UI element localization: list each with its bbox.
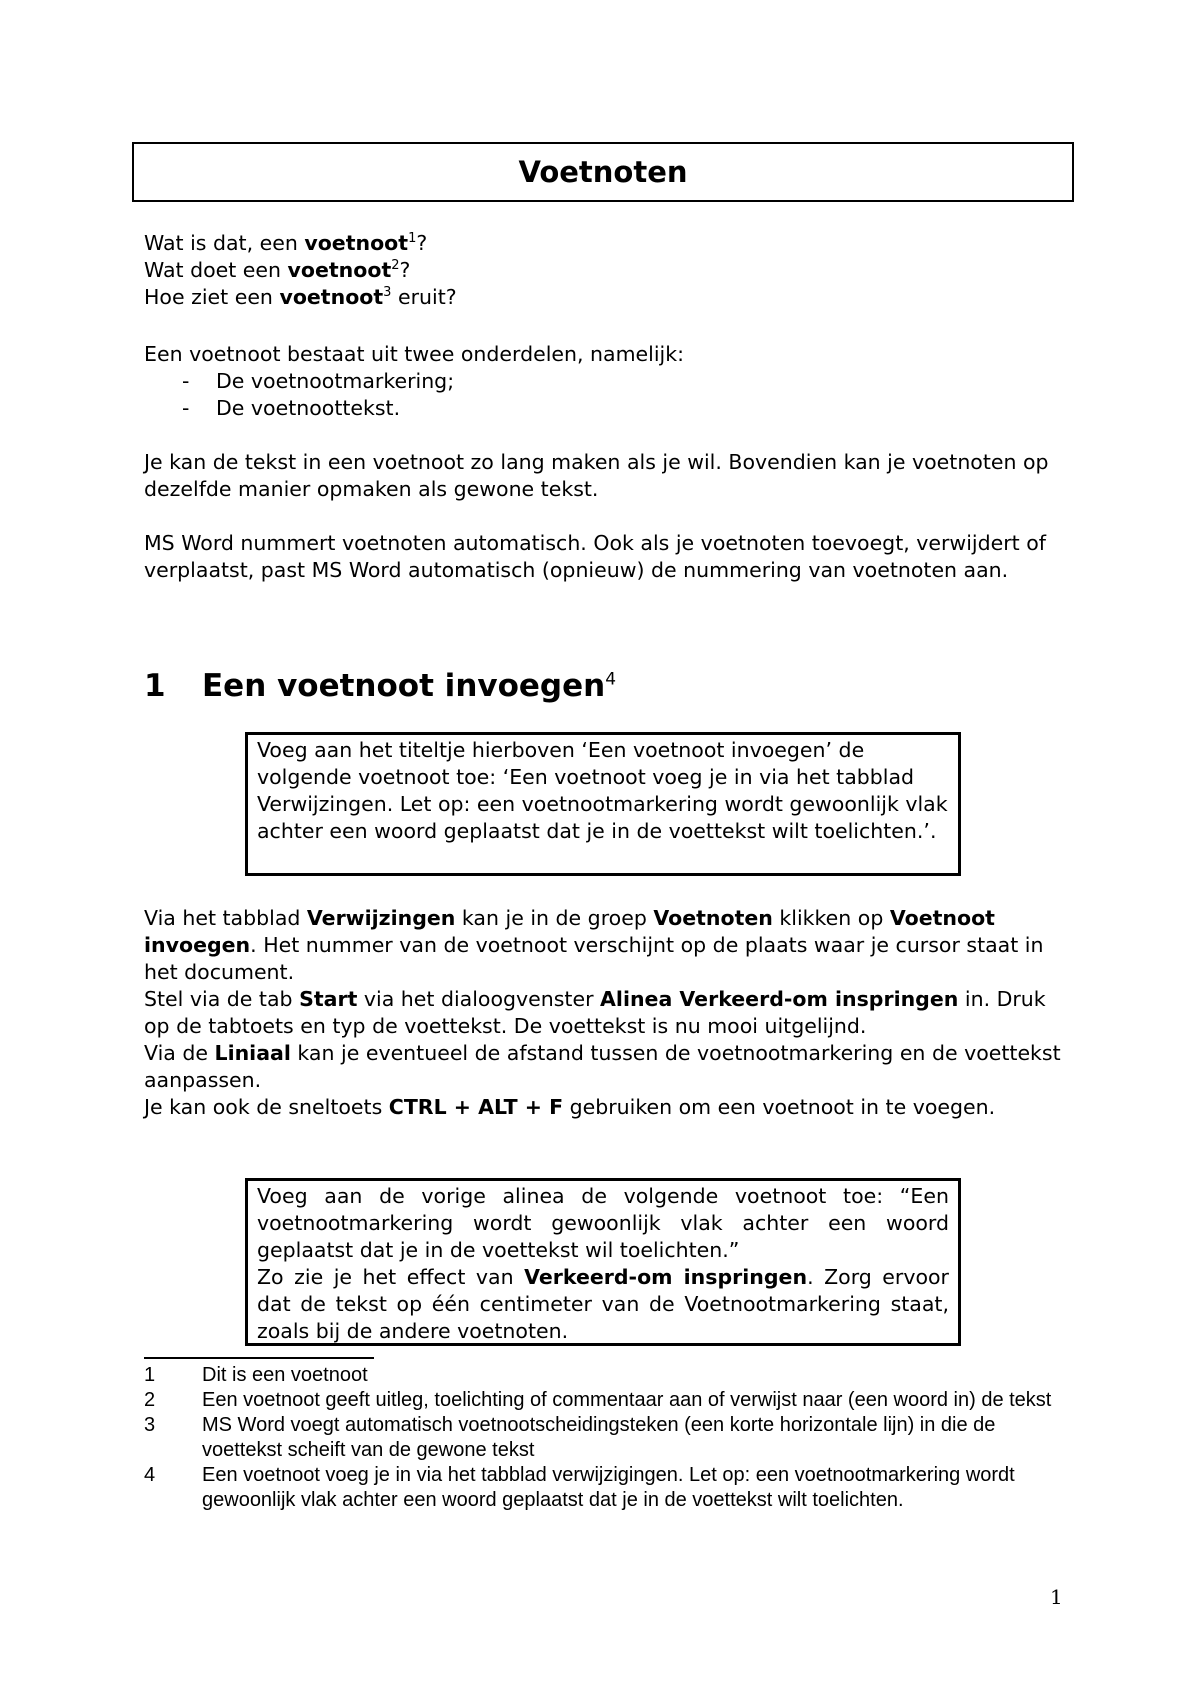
task-box-1 (245, 732, 961, 876)
footnote-separator (144, 1357, 374, 1359)
parts-paragraph (144, 341, 1064, 422)
footnote-1: 1 Dit is een voetnoot (144, 1364, 368, 1386)
heading-text: Een voetnoot invoegen (202, 668, 606, 704)
footnote-ref-2[interactable]: 2 (391, 258, 400, 274)
numbering-text: MS Word nummert voetnoten automatisch. Ook als je voetnoten toevoegt, verwijdert of verplaatst, past MS Word automatisch (opnieuw) de nummering van voetnoten aan. (144, 531, 1046, 582)
page-title: Voetnoten (132, 142, 1074, 202)
instructions-paragraph (144, 905, 1064, 1121)
numbering-paragraph (144, 530, 1064, 584)
footnote-ref-3[interactable]: 3 (383, 285, 392, 301)
task-1-text: Voeg aan het titeltje hierboven ‘Een voetnoot invoegen’ de volgende voetnoot toe: ‘Een voetnoot voeg je in via het tabblad Verwijzingen. Let op: een voetnootmarkering wordt gewoonlijk vlak achter een woord geplaatst dat je in de voettekst wilt toelichten.’. (257, 738, 948, 843)
instruction-sentence-2: Stel via de tab Start via het dialoogvenster Alinea Verkeerd-om inspringen in. Druk op de tabtoets en typ de voettekst. De voettekst is nu mooi uitgelijnd. (144, 987, 1046, 1038)
footnote-ref-4[interactable]: 4 (605, 669, 617, 690)
task-box-2 (245, 1178, 961, 1346)
footnote-2: 2 Een voetnoot geeft uitleg, toelichting of commentaar aan of verwijst naar (een woord in) de tekst (144, 1389, 1052, 1411)
instruction-sentence-4: Je kan ook de sneltoets CTRL + ALT + F gebruiken om een voetnoot in te voegen. (144, 1095, 996, 1119)
footnotes-area (144, 1363, 1064, 1513)
length-text: Je kan de tekst in een voetnoot zo lang maken als je wil. Bovendien kan je voetnoten op dezelfde manier opmaken als gewone tekst. (144, 450, 1049, 501)
intro-questions (144, 230, 1064, 311)
length-paragraph (144, 449, 1064, 503)
question-3: Hoe ziet een voetnoot$^3$ eruit? (144, 285, 457, 309)
instruction-sentence-3: Via de Liniaal kan je eventueel de afstand tussen de voetnootmarkering en de voettekst aanpassen. (144, 1041, 1061, 1092)
parts-list (144, 368, 1064, 422)
list-item: - De voetnoottekst. (182, 396, 401, 420)
footnote-4: 4 Een voetnoot voeg je in via het tabblad verwijzigingen. Let op: een voetnootmarkering wordt gewoonlijk vlak achter een woord geplaatst dat je in de voettekst wilt toelichten. (144, 1464, 1015, 1511)
heading-number: 1 (144, 668, 166, 704)
task-2-line-1: Voeg aan de vorige alinea de volgende voetnoot toe: “Een voetnootmarkering wordt gewoonlijk vlak achter een woord geplaatst dat je in de voettekst wil toelichten.” (257, 1184, 949, 1262)
parts-lead: Een voetnoot bestaat uit twee onderdelen, namelijk: (144, 342, 685, 366)
instruction-sentence-1: Via het tabblad Verwijzingen kan je in de groep Voetnoten klikken op Voetnoot invoegen. Het nummer van de voetnoot verschijnt op de plaats waar je cursor staat in het document. (144, 906, 1044, 984)
question-1: Wat is dat, een voetnoot$^1$? (144, 231, 428, 255)
question-2: Wat doet een voetnoot$^2$? (144, 258, 411, 282)
list-item: - De voetnootmarkering; (182, 369, 455, 393)
task-2-line-2: Zo zie je het effect van Verkeerd-om inspringen. Zorg ervoor dat de tekst op één centimeter van de Voetnootmarkering staat, zoals bij de andere voetnoten. (257, 1265, 949, 1343)
page-number: 1 (1050, 1585, 1063, 1609)
footnote-3: 3 MS Word voegt automatisch voetnootscheidingsteken (een korte horizontale lijn) in die de voettekst scheift van de gewone tekst (144, 1414, 996, 1461)
section-heading (144, 668, 616, 704)
footnote-ref-1[interactable]: 1 (408, 231, 417, 247)
